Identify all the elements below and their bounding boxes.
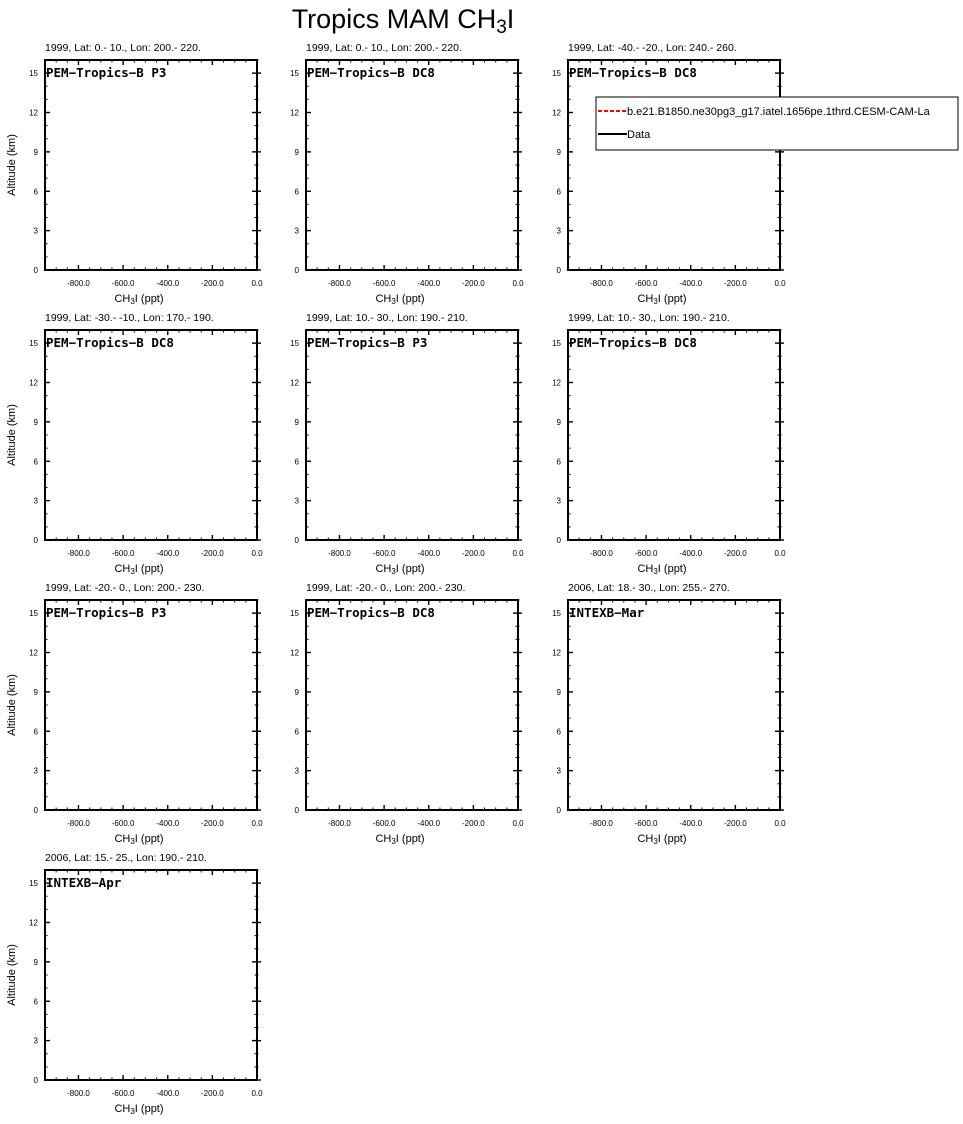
plot-frame — [45, 870, 257, 1080]
figure-title-tail: I — [506, 4, 515, 34]
campaign-label: PEM−Tropics−B DC8 — [569, 335, 697, 350]
x-tick-label: -200.0 — [201, 279, 224, 288]
y-tick-label: 9 — [556, 417, 561, 427]
x-tick-label: -400.0 — [417, 549, 441, 558]
y-tick-label: 0 — [33, 806, 38, 815]
x-tick-label: -400.0 — [156, 819, 180, 828]
x-tick-label: -600.0 — [111, 279, 135, 288]
y-tick-label: 15 — [29, 69, 38, 79]
x-tick-label: -800.0 — [67, 279, 90, 288]
chart-panel — [552, 42, 958, 306]
x-tick-label: -600.0 — [111, 1089, 135, 1098]
x-tick-label: -800.0 — [328, 819, 351, 828]
legend — [596, 97, 958, 150]
figure-title — [292, 4, 515, 38]
y-tick-label: 6 — [33, 727, 38, 737]
y-axis-label: Altitude (km) — [6, 674, 18, 736]
x-tick-label: -200.0 — [462, 549, 485, 558]
y-tick-label: 15 — [552, 69, 561, 79]
y-tick-label: 3 — [294, 766, 299, 776]
x-tick-label: -800.0 — [328, 549, 351, 558]
x-tick-label: -800.0 — [67, 549, 90, 558]
y-tick-label: 12 — [29, 108, 38, 118]
y-tick-label: 15 — [290, 69, 299, 79]
x-tick-label: -200.0 — [724, 549, 747, 558]
x-axis-label: CH3I (ppt) — [114, 1103, 164, 1117]
campaign-label: PEM−Tropics−B DC8 — [46, 335, 174, 350]
x-tick-label: -400.0 — [156, 549, 180, 558]
x-tick-label: 0.0 — [251, 819, 263, 828]
plot-frame — [45, 330, 257, 540]
campaign-label: PEM−Tropics−B P3 — [307, 335, 428, 350]
chart-panel — [6, 852, 263, 1116]
campaign-label: PEM−Tropics−B P3 — [46, 65, 167, 80]
x-axis-label: CH3I (ppt) — [375, 293, 425, 307]
chart-panel — [6, 582, 263, 846]
y-tick-label: 12 — [290, 648, 299, 658]
y-tick-label: 12 — [29, 918, 38, 928]
y-tick-label: 0 — [556, 536, 561, 545]
x-tick-label: -200.0 — [201, 819, 224, 828]
panel-title: 1999, Lat: 0.- 10., Lon: 200.- 220. — [45, 42, 201, 54]
x-axis-label: CH3I (ppt) — [114, 293, 164, 307]
x-tick-label: -200.0 — [201, 1089, 224, 1098]
x-tick-label: -200.0 — [724, 279, 747, 288]
y-tick-label: 3 — [33, 766, 38, 776]
x-tick-label: -600.0 — [372, 549, 396, 558]
x-tick-label: -400.0 — [156, 1089, 180, 1098]
y-tick-label: 0 — [33, 536, 38, 545]
x-tick-label: -200.0 — [462, 279, 485, 288]
y-tick-label: 6 — [294, 727, 299, 737]
y-tick-label: 15 — [29, 879, 38, 889]
y-tick-label: 9 — [33, 417, 38, 427]
panel-title: 1999, Lat: -40.- -20., Lon: 240.- 260. — [568, 42, 737, 54]
y-tick-label: 12 — [552, 648, 561, 658]
x-tick-label: -400.0 — [417, 279, 441, 288]
y-tick-label: 15 — [290, 609, 299, 619]
panel-title: 1999, Lat: -30.- -10., Lon: 170.- 190. — [45, 312, 214, 324]
plot-frame — [306, 60, 518, 270]
x-tick-label: -400.0 — [679, 819, 703, 828]
x-tick-label: -800.0 — [590, 279, 613, 288]
y-tick-label: 0 — [556, 266, 561, 275]
plot-frame — [568, 330, 780, 540]
x-axis-label: CH3I (ppt) — [375, 563, 425, 577]
chart-panel — [290, 582, 524, 846]
legend-label: Data — [627, 129, 651, 141]
x-tick-label: 0.0 — [512, 819, 524, 828]
campaign-label: PEM−Tropics−B DC8 — [307, 65, 435, 80]
panel-title: 1999, Lat: 0.- 10., Lon: 200.- 220. — [306, 42, 462, 54]
y-axis-label: Altitude (km) — [6, 944, 18, 1006]
campaign-label: PEM−Tropics−B P3 — [46, 605, 167, 620]
x-tick-label: -600.0 — [634, 819, 658, 828]
legend-box — [596, 97, 958, 150]
campaign-label: INTEXB−Apr — [46, 875, 122, 890]
panel-title: 1999, Lat: -20.- 0., Lon: 200.- 230. — [45, 582, 205, 594]
x-tick-label: -600.0 — [111, 819, 135, 828]
x-tick-label: -400.0 — [417, 819, 441, 828]
y-tick-label: 3 — [294, 496, 299, 506]
y-tick-label: 15 — [552, 609, 561, 619]
y-tick-label: 15 — [29, 609, 38, 619]
plot-frame — [306, 600, 518, 810]
x-axis-label: CH3I (ppt) — [375, 833, 425, 847]
y-tick-label: 15 — [290, 339, 299, 349]
y-axis-label: Altitude (km) — [6, 134, 18, 196]
y-tick-label: 0 — [294, 806, 299, 815]
chart-panel — [290, 312, 524, 576]
x-tick-label: -800.0 — [590, 549, 613, 558]
y-tick-label: 6 — [33, 997, 38, 1007]
y-tick-label: 15 — [29, 339, 38, 349]
x-tick-label: 0.0 — [251, 279, 263, 288]
x-axis-label: CH3I (ppt) — [637, 293, 687, 307]
y-tick-label: 9 — [33, 147, 38, 157]
y-tick-label: 6 — [556, 187, 561, 197]
y-tick-label: 0 — [33, 266, 38, 275]
chart-panel — [552, 312, 786, 576]
plot-frame — [568, 60, 780, 270]
y-tick-label: 6 — [294, 457, 299, 467]
y-tick-label: 3 — [33, 226, 38, 236]
y-tick-label: 0 — [294, 536, 299, 545]
y-tick-label: 12 — [552, 378, 561, 388]
x-tick-label: -400.0 — [679, 549, 703, 558]
x-tick-label: -400.0 — [679, 279, 703, 288]
x-tick-label: 0.0 — [512, 549, 524, 558]
y-tick-label: 3 — [556, 766, 561, 776]
panel-title: 2006, Lat: 15.- 25., Lon: 190.- 210. — [45, 852, 207, 864]
panel-title: 1999, Lat: 10.- 30., Lon: 190.- 210. — [568, 312, 730, 324]
x-tick-label: -400.0 — [156, 279, 180, 288]
campaign-label: INTEXB−Mar — [569, 605, 645, 620]
y-tick-label: 12 — [290, 108, 299, 118]
x-tick-label: -600.0 — [372, 279, 396, 288]
y-tick-label: 6 — [33, 187, 38, 197]
y-tick-label: 9 — [294, 417, 299, 427]
y-tick-label: 3 — [556, 226, 561, 236]
panel-title: 1999, Lat: 10.- 30., Lon: 190.- 210. — [306, 312, 468, 324]
y-tick-label: 12 — [552, 108, 561, 118]
y-tick-label: 15 — [552, 339, 561, 349]
x-axis-label: CH3I (ppt) — [637, 563, 687, 577]
chart-panel — [6, 312, 263, 576]
x-tick-label: 0.0 — [251, 549, 263, 558]
campaign-label: PEM−Tropics−B DC8 — [307, 605, 435, 620]
x-tick-label: -800.0 — [328, 279, 351, 288]
panel-grid — [6, 42, 958, 1116]
plot-frame — [568, 600, 780, 810]
x-tick-label: -600.0 — [634, 549, 658, 558]
x-axis-label: CH3I (ppt) — [114, 563, 164, 577]
y-tick-label: 0 — [556, 806, 561, 815]
chart-panel — [290, 42, 524, 306]
y-tick-label: 3 — [33, 1036, 38, 1046]
y-tick-label: 3 — [294, 226, 299, 236]
x-tick-label: -800.0 — [590, 819, 613, 828]
y-tick-label: 9 — [556, 147, 561, 157]
x-tick-label: 0.0 — [774, 819, 786, 828]
y-tick-label: 9 — [556, 687, 561, 697]
x-axis-label: CH3I (ppt) — [637, 833, 687, 847]
x-tick-label: 0.0 — [251, 1089, 263, 1098]
y-tick-label: 3 — [33, 496, 38, 506]
x-tick-label: 0.0 — [774, 549, 786, 558]
x-tick-label: -800.0 — [67, 1089, 90, 1098]
panel-title: 2006, Lat: 18.- 30., Lon: 255.- 270. — [568, 582, 730, 594]
y-tick-label: 9 — [33, 957, 38, 967]
x-tick-label: -600.0 — [634, 279, 658, 288]
y-tick-label: 6 — [294, 187, 299, 197]
y-tick-label: 12 — [29, 378, 38, 388]
x-axis-label: CH3I (ppt) — [114, 833, 164, 847]
y-tick-label: 3 — [556, 496, 561, 506]
y-tick-label: 0 — [33, 1076, 38, 1085]
plot-frame — [306, 330, 518, 540]
chart-panel — [6, 42, 263, 306]
legend-label: b.e21.B1850.ne30pg3_g17.iatel.1656pe.1thrd.CESM-CAM-La — [627, 106, 930, 118]
x-tick-label: 0.0 — [774, 279, 786, 288]
y-tick-label: 0 — [294, 266, 299, 275]
x-tick-label: -200.0 — [462, 819, 485, 828]
y-axis-label: Altitude (km) — [6, 404, 18, 466]
y-tick-label: 9 — [33, 687, 38, 697]
y-tick-label: 12 — [290, 378, 299, 388]
y-tick-label: 9 — [294, 147, 299, 157]
x-tick-label: -600.0 — [372, 819, 396, 828]
x-tick-label: -200.0 — [724, 819, 747, 828]
y-tick-label: 6 — [556, 457, 561, 467]
y-tick-label: 6 — [33, 457, 38, 467]
figure-title-main: Tropics MAM CH — [291, 4, 497, 34]
y-tick-label: 6 — [556, 727, 561, 737]
x-tick-label: 0.0 — [512, 279, 524, 288]
x-tick-label: -600.0 — [111, 549, 135, 558]
plot-frame — [45, 60, 257, 270]
panel-title: 1999, Lat: -20.- 0., Lon: 200.- 230. — [306, 582, 466, 594]
plot-frame — [45, 600, 257, 810]
figure-title-subscript: 3 — [496, 17, 507, 39]
y-tick-label: 9 — [294, 687, 299, 697]
x-tick-label: -800.0 — [67, 819, 90, 828]
x-tick-label: -200.0 — [201, 549, 224, 558]
y-tick-label: 12 — [29, 648, 38, 658]
chart-panel — [552, 582, 786, 846]
campaign-label: PEM−Tropics−B DC8 — [569, 65, 697, 80]
